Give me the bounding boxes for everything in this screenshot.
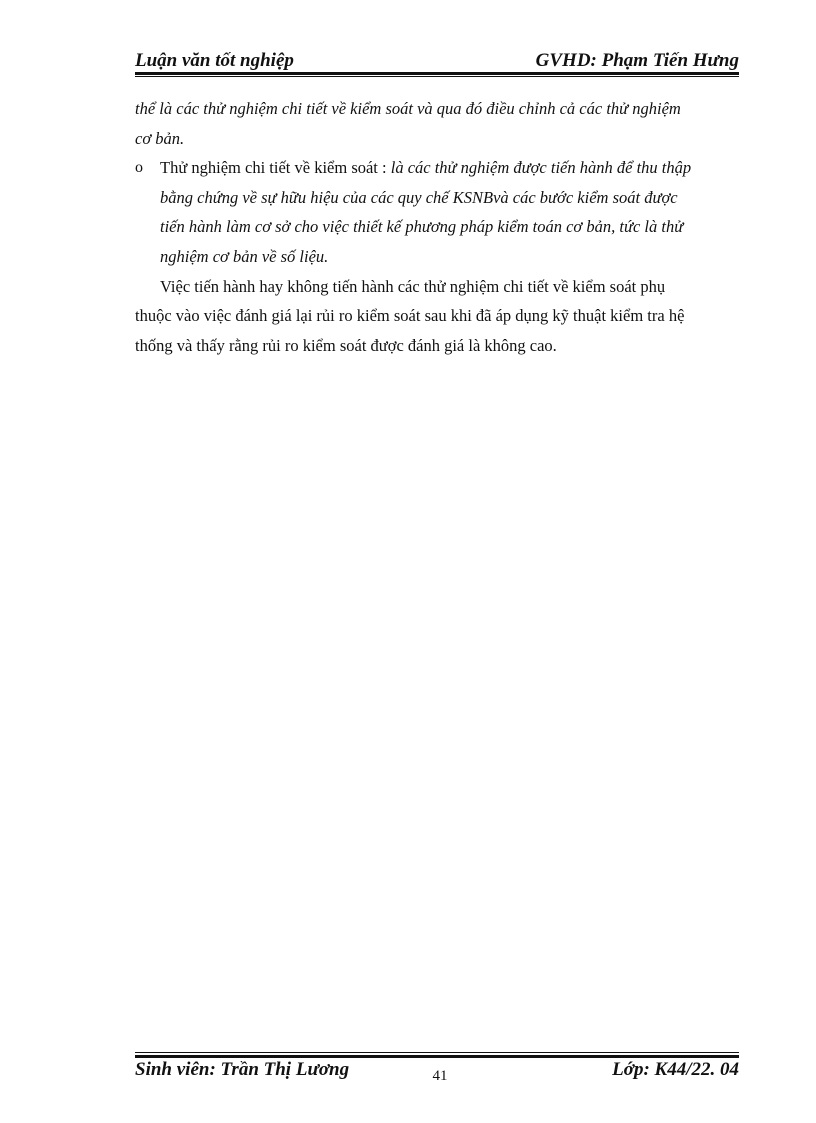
bullet-continuation-line: bằng chứng về sự hữu hiệu của các quy chế KSNBvà các bước kiểm soát được (160, 187, 678, 207)
paragraph-line: cơ bản. (135, 128, 185, 148)
bullet-continuation-line: tiến hành làm cơ sở cho việc thiết kế phương pháp kiểm toán cơ bản, tức là thử (160, 217, 684, 237)
footer-class: Lớp: K44/22. 04 (612, 1059, 739, 1080)
paragraph-line: thống và thấy rằng rủi ro kiểm soát được đánh giá là không cao. (135, 335, 557, 355)
header-rule-thick (135, 72, 739, 75)
page-number: 41 (432, 1068, 448, 1084)
bullet-marker: o (135, 159, 143, 177)
footer-rule-thin (135, 1052, 739, 1053)
paragraph-line: Việc tiến hành hay không tiến hành các thử nghiệm chi tiết về kiểm soát phụ (160, 276, 666, 296)
header-advisor: GVHD: Phạm Tiến Hưng (535, 50, 739, 71)
header-thesis-title: Luận văn tốt nghiệp (135, 50, 294, 71)
header-rule-thin (135, 76, 739, 77)
paragraph-line: thuộc vào việc đánh giá lại rủi ro kiểm soát sau khi đã áp dụng kỹ thuật kiểm tra hệ (135, 306, 685, 326)
footer-student-name: Sinh viên: Trần Thị Lương (135, 1059, 350, 1080)
bullet-continuation-line: nghiệm cơ bản về số liệu. (160, 246, 329, 266)
page-header (135, 50, 739, 72)
footer-rule-thick (135, 1055, 739, 1058)
body-text (135, 94, 739, 360)
bullet-item (135, 153, 739, 183)
bullet-definition-text: là các thử nghiệm được tiến hành để thu thập (390, 158, 692, 178)
paragraph-line: thể là các thử nghiệm chi tiết về kiểm soát và qua đó điều chỉnh cả các thử nghiệm (135, 99, 681, 118)
bullet-lead-text: Thử nghiệm chi tiết về kiểm soát : (160, 158, 391, 178)
